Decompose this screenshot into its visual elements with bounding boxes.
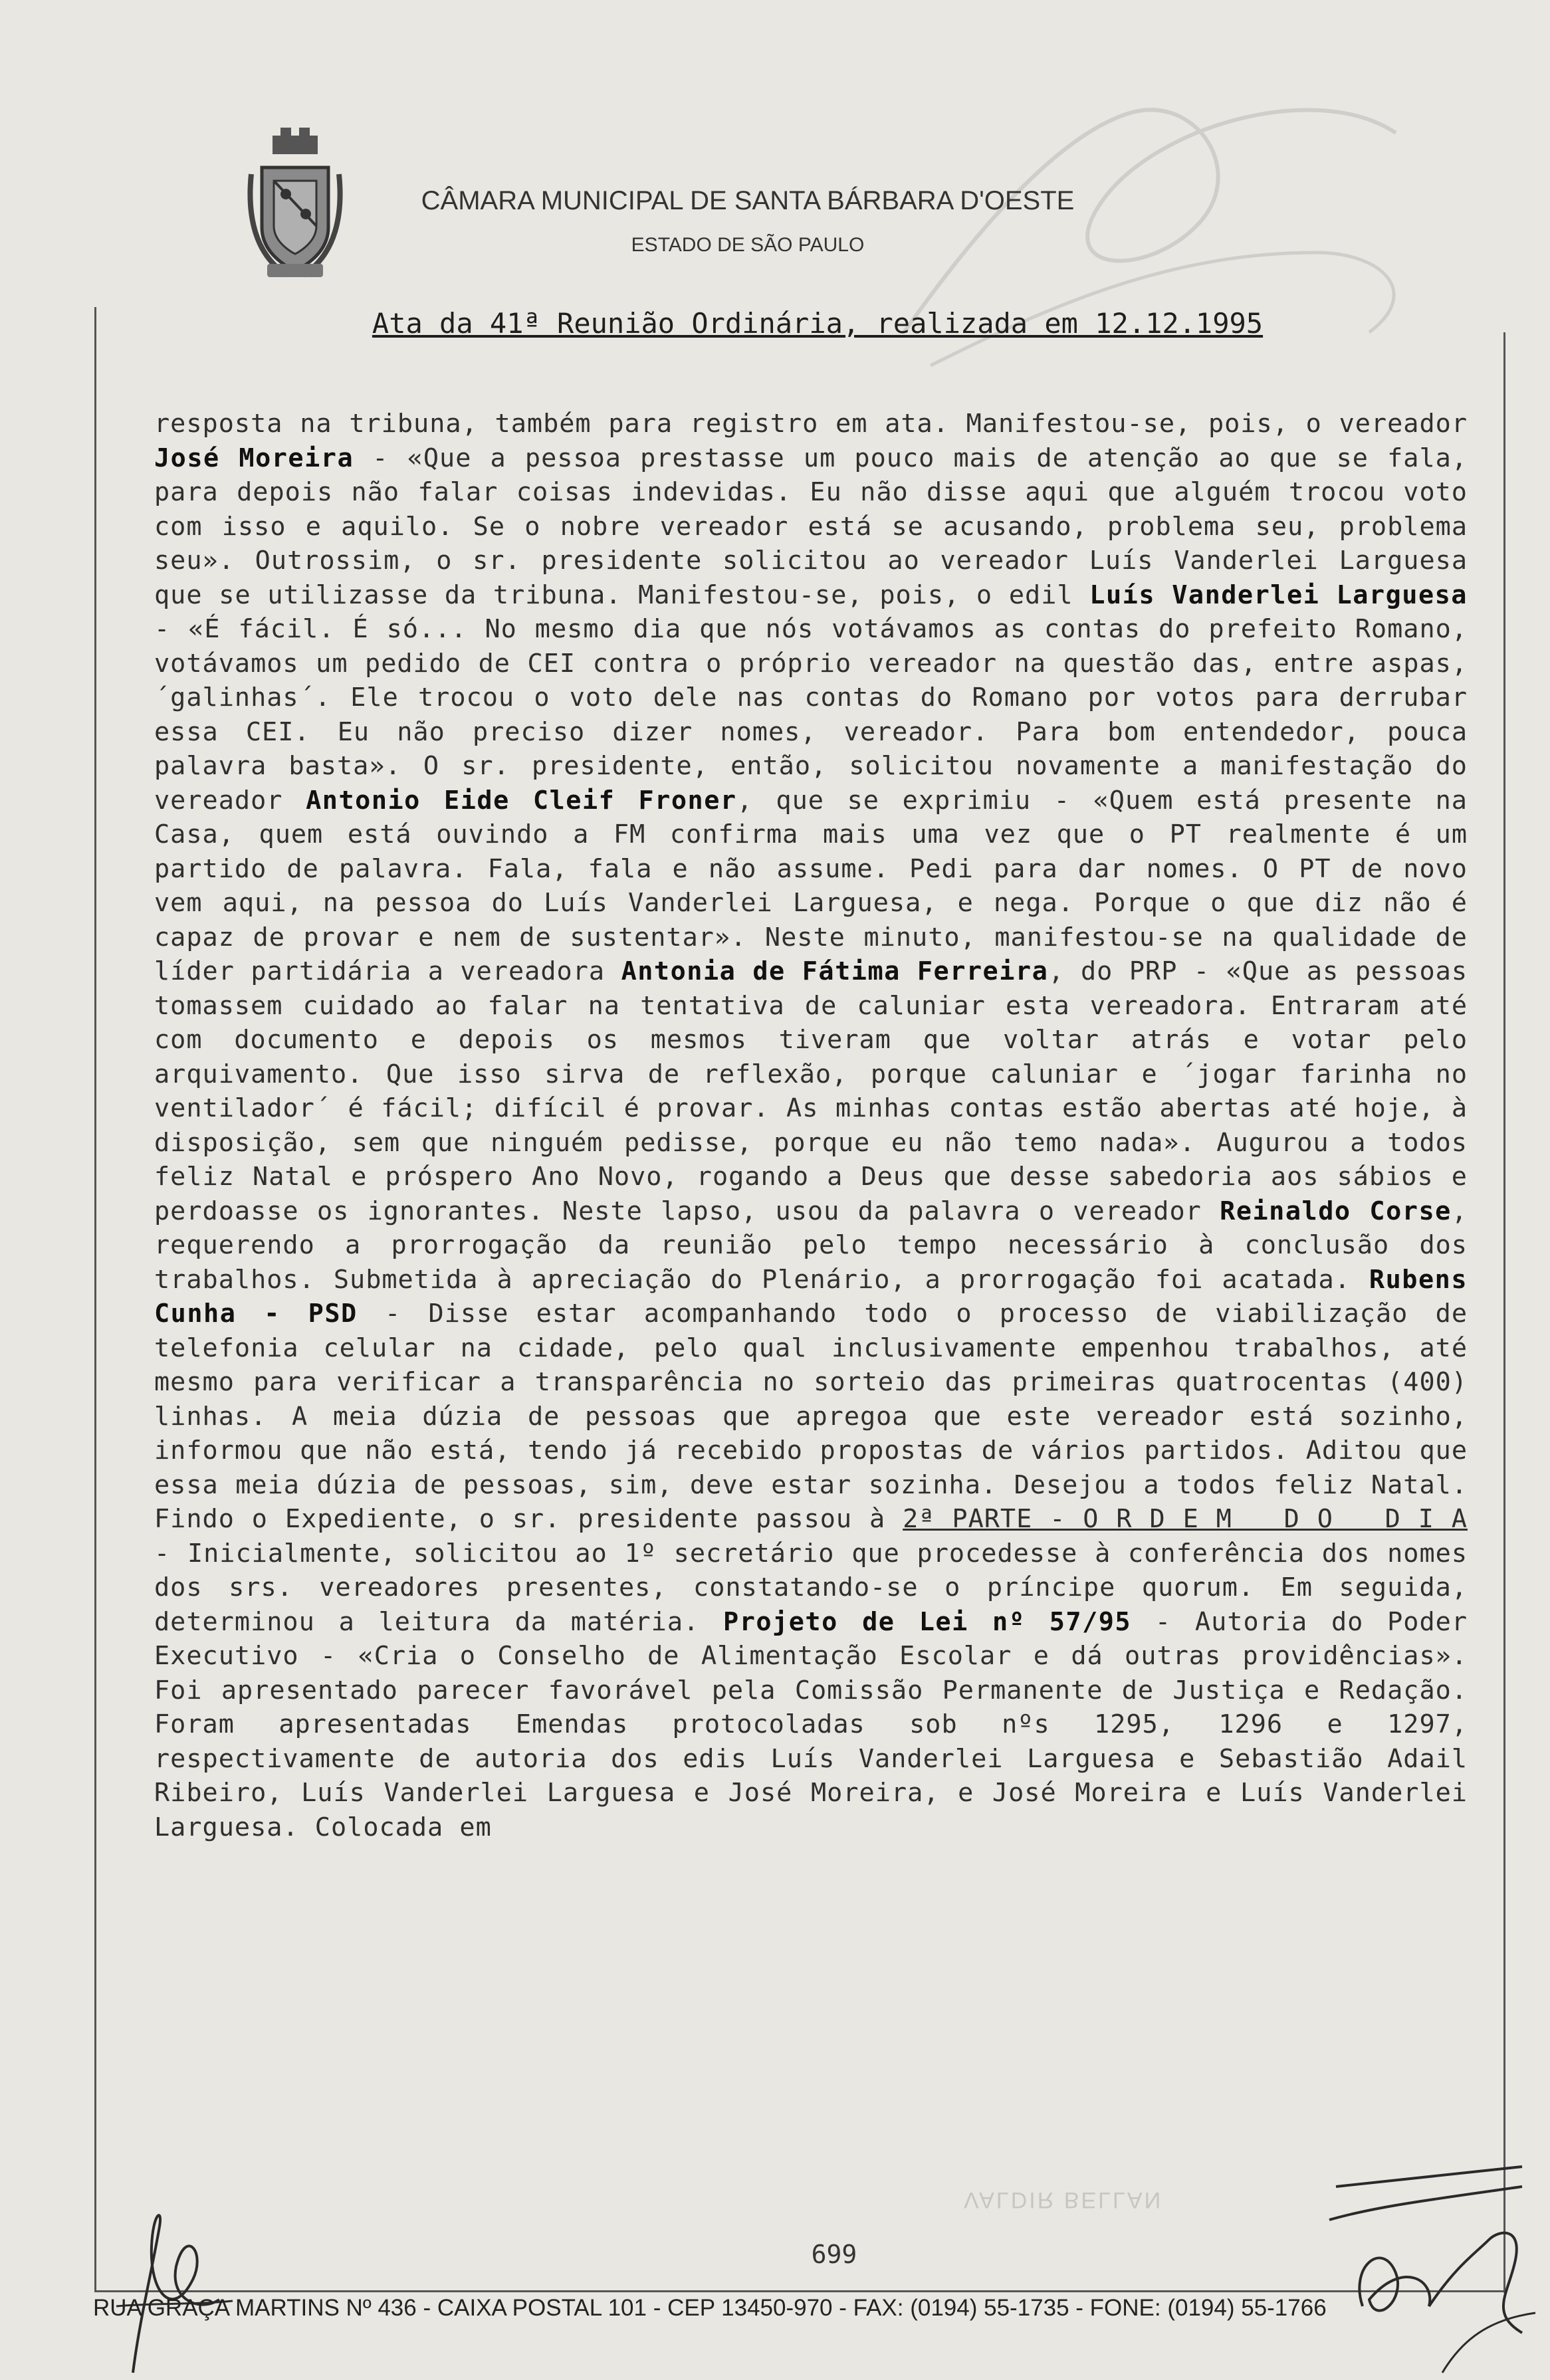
municipal-coat-of-arms-icon (247, 128, 343, 283)
speaker-name: Luís Vanderlei Larguesa (1089, 580, 1468, 610)
body-segment: resposta na tribuna, também para registro em ata. Manifestou-se, pois, o vereador (154, 409, 1468, 439)
signature-right (1323, 2160, 1542, 2377)
document-title: Ata da 41ª Reunião Ordinária, realizada em 12.12.1995 (372, 307, 1264, 340)
speaker-name: Antonia de Fátima Ferreira (621, 956, 1049, 986)
minutes-body (154, 407, 1468, 2201)
body-segment: - Autoria do Poder Executivo - «Cria o Conselho de Alimentação Escolar e dá outras providências». Foi apresentado parecer favorável pela Comissão Permanente de Justiça e Redação. Foram apresentadas Emendas protocoladas sob nºs 1295, 1296 e 1297, respectivamente de autoria dos edis Luís Vanderlei Larguesa e Sebastião Adail Ribeiro, Luís Vanderlei Larguesa e José Moreira, e José Moreira e Luís Vanderlei Larguesa. Colocada em (154, 1606, 1468, 1842)
reverse-side-stamp-bleed: VALDIR BELLAN (964, 2187, 1163, 2213)
right-margin-rule (1503, 332, 1505, 2293)
body-segment: - «Que a pessoa prestasse um pouco mais de atenção ao que se fala, para depois não falar coisas indevidas. Eu não disse aqui que alguém trocou voto com isso e aquilo. Se o nobre vereador está se acusando, problema seu, problema seu». Outrossim, o sr. presidente solicitou ao vereador Luís Vanderlei Larguesa que se utilizasse da tribuna. Manifestou-se, pois, o edil (154, 443, 1468, 610)
bill-reference: Projeto de Lei nº 57/95 (723, 1606, 1132, 1637)
body-segment: - Inicialmente, solicitou ao 1º secretário que procedesse à conferência dos nomes dos srs. vereadores presentes, constatando-se o príncipe quorum. Em seguida, determinou a leitura da matéria. (154, 1538, 1468, 1637)
speaker-name: Rubens Cunha - PSD (154, 1264, 1468, 1329)
speaker-name: Reinaldo Corse (1220, 1196, 1452, 1226)
body-segment: , requerendo a prorrogação da reunião pelo tempo necessário à conclusão dos trabalhos. Submetida à apreciação do Plenário, a prorrogação foi acatada. (154, 1196, 1468, 1295)
initials-signature-left (113, 2187, 239, 2377)
bottom-margin-rule (94, 2290, 1505, 2292)
body-segment: - «É fácil. É só... No mesmo dia que nós votávamos as contas do prefeito Romano, votávamos um pedido de CEI contra o próprio vereador na questão das, entre aspas, ´galinhas´. Ele trocou o voto dele nas contas do Romano por votos para derrubar essa CEI. Eu não preciso dizer nomes, vereador. Para bom entendedor, pouca palavra basta». O sr. presidente, então, solicitou novamente a manifestação do vereador (154, 614, 1468, 815)
body-segment: , do PRP - «Que as pessoas tomassem cuidado ao falar na tentativa de caluniar esta vereadora. Entraram até com documento e depois os mesmos tiveram que voltar atrás e votar pelo arquivamento. Que isso sirva de reflexão, porque caluniar e ´jogar farinha no ventilador´ é fácil; difícil é provar. As minhas contas estão abertas até hoje, à disposição, sem que ninguém pedisse, porque eu não temo nada». Augurou a todos feliz Natal e próspero Ano Novo, rogando a Deus que desse sabedoria aos sábios e perdoasse os ignorantes. Neste lapso, usou da palavra o vereador (154, 956, 1468, 1226)
footer-address: RUA GRAÇA MARTINS Nº 436 - CAIXA POSTAL 101 - CEP 13450-970 - FAX: (0194) 55-1735 - FONE: (0194) 55-1766 (93, 2295, 1327, 2321)
body-segment: , que se exprimiu - «Quem está presente na Casa, quem está ouvindo a FM confirma mais uma vez que o PT realmente é um partido de palavra. Fala, fala e não assume. Pedi para dar nomes. O PT de novo vem aqui, na pessoa do Luís Vanderlei Larguesa, e nega. Porque o que diz não é capaz de provar e nem de sustentar». Neste minuto, manifestou-se na qualidade de líder partidária a vereadora (154, 785, 1468, 986)
state-name: ESTADO DE SÃO PAULO (631, 234, 865, 256)
speaker-name: Antonio Eide Cleif Froner (306, 785, 737, 815)
organization-name: CÂMARA MUNICIPAL DE SANTA BÁRBARA D'OESTE (421, 186, 1075, 215)
body-segment: - Disse estar acompanhando todo o processo de viabilização de telefonia celular na cidade, pelo qual inclusivamente empenhou trabalhos, até mesmo para verificar a transparência no sorteio das primeiras quatrocentas (400) linhas. A meia dúzia de pessoas que apregoa que este vereador está sozinho, informou que não está, tendo já recebido propostas de vários partidos. Aditou que essa meia dúzia de pessoas, sim, deve estar sozinha. Desejou a todos feliz Natal. Findo o Expediente, o sr. presidente passou à (154, 1299, 1468, 1534)
left-margin-rule (94, 307, 96, 2291)
page-number: 699 (811, 2240, 857, 2269)
speaker-name: José Moreira (154, 443, 354, 473)
order-of-day-heading: 2ª PARTE - O R D E M D O D I A (903, 1504, 1468, 1534)
